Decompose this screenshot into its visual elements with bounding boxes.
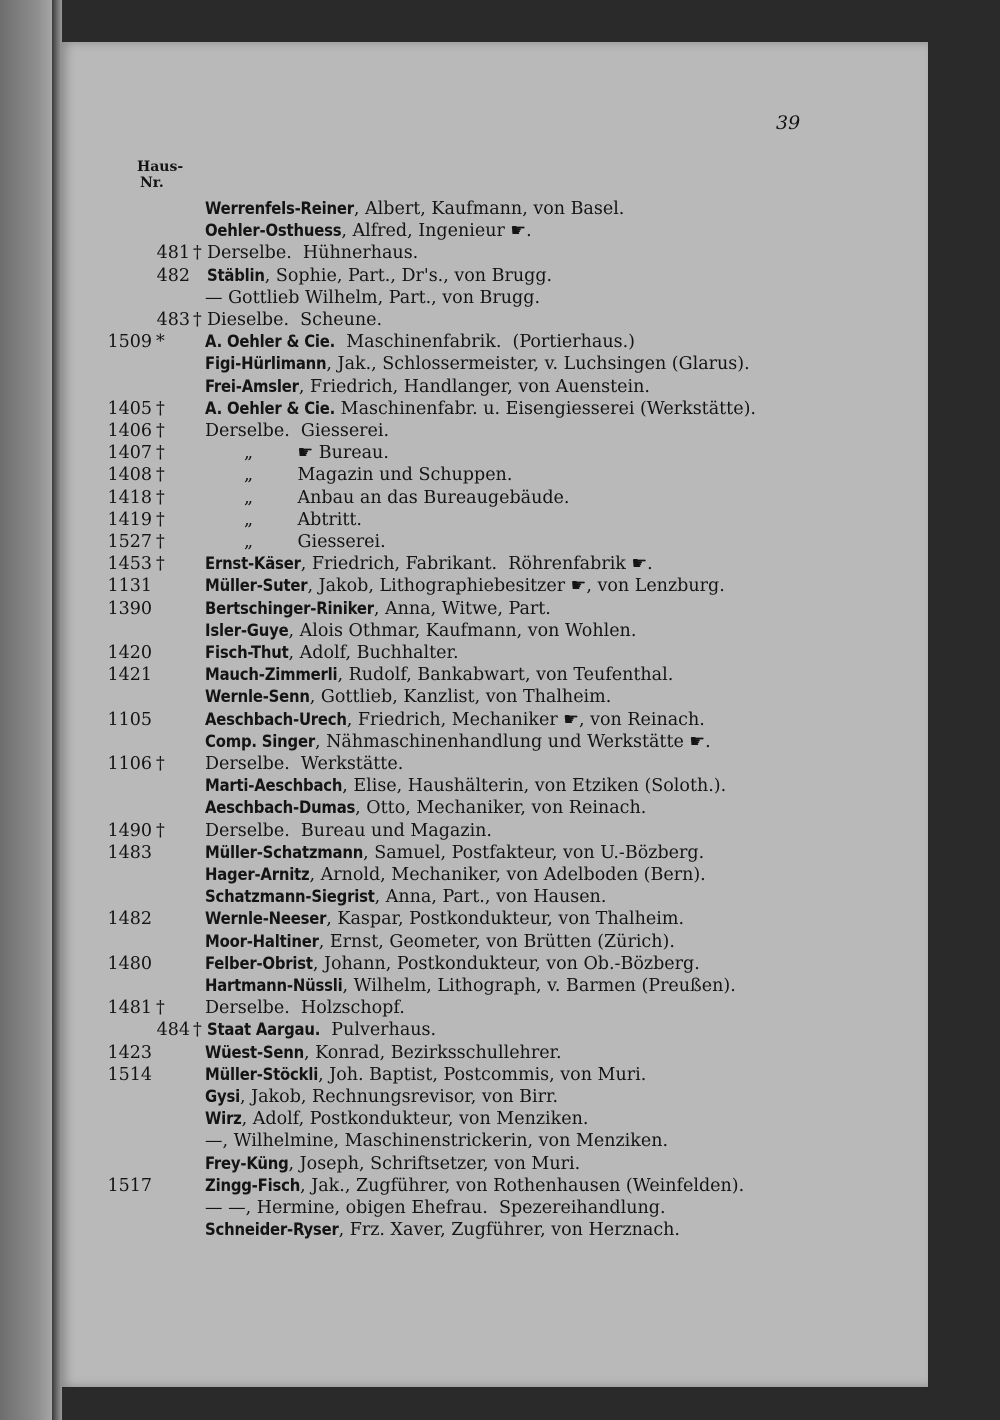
column-header-line2: Nr. xyxy=(140,175,164,191)
entry-details: , Elise, Haushälterin, von Etziken (Soloth.). xyxy=(342,776,727,797)
entry-text xyxy=(205,820,492,842)
house-number: 1419 xyxy=(107,509,152,530)
entry-name: Isler-Guye xyxy=(205,620,289,640)
entry-details: , Jak., Zugführer, von Rothenhausen (Weinfelden). xyxy=(300,1175,745,1196)
list-item xyxy=(60,242,928,264)
entry-name: Müller-Schatzmann xyxy=(205,842,364,862)
entry-details: , Friedrich, Mechaniker ☛, von Reinach. xyxy=(346,709,705,730)
house-number: 1509 xyxy=(107,332,152,353)
list-item xyxy=(60,331,928,353)
entry-details: , Sophie, Part., Dr's., von Brugg. xyxy=(264,265,553,286)
list-item xyxy=(60,1130,928,1152)
entry-name: Hager-Arnitz xyxy=(205,865,310,884)
entry-text xyxy=(205,376,650,398)
entry-marker: † xyxy=(156,509,165,530)
entry-name: Schneider-Ryser xyxy=(205,1220,339,1240)
entry-marker: † xyxy=(156,998,165,1019)
entry-text xyxy=(205,620,636,642)
entry-text xyxy=(205,1219,680,1241)
list-item xyxy=(60,642,928,664)
entry-text xyxy=(205,531,386,553)
entry-details: Maschinenfabr. u. Eisengiesserei (Werkstätte). xyxy=(335,398,756,419)
list-item xyxy=(60,575,928,597)
entry-text xyxy=(205,1086,558,1108)
entry-text xyxy=(205,931,675,953)
house-number: 1406 xyxy=(107,421,152,441)
entry-text xyxy=(205,287,540,309)
house-number: 1420 xyxy=(107,643,152,663)
entry-text xyxy=(205,1064,646,1086)
list-item xyxy=(60,1064,928,1086)
list-item xyxy=(60,864,928,886)
entry-text xyxy=(207,309,382,331)
entry-name: Stäblin xyxy=(207,265,265,285)
entry-details: „ Abtritt. xyxy=(205,509,362,530)
entry-details: , Alois Othmar, Kaufmann, von Wohlen. xyxy=(288,620,637,641)
house-number: 1527 xyxy=(107,532,152,552)
entry-marker: † xyxy=(193,1020,202,1041)
entry-text xyxy=(205,864,706,886)
house-number: 481 xyxy=(156,243,190,264)
entry-text xyxy=(205,553,653,575)
entry-details: , Wilhelm, Lithograph, v. Barmen (Preußen). xyxy=(342,976,736,996)
list-item xyxy=(60,709,928,731)
entry-details: „ Anbau an das Bureaugebäude. xyxy=(205,487,570,508)
list-item xyxy=(60,620,928,642)
list-item xyxy=(60,953,928,975)
scan-background-left xyxy=(0,0,60,1420)
column-header-haus-nr xyxy=(137,159,183,191)
entry-name: Wirz xyxy=(205,1109,242,1129)
entry-text xyxy=(205,1175,744,1197)
entry-details: Derselbe. Hühnerhaus. xyxy=(207,243,419,264)
list-item xyxy=(60,664,928,686)
entry-text xyxy=(205,975,736,997)
entry-text xyxy=(205,664,673,686)
house-number: 1405 xyxy=(107,398,152,419)
entry-name: A. Oehler & Cie. xyxy=(205,332,336,352)
entry-marker: † xyxy=(156,443,165,464)
entry-name: Werrenfels-Reiner xyxy=(205,199,354,218)
entry-name: Gysi xyxy=(205,1087,240,1106)
entry-details: „ Magazin und Schuppen. xyxy=(205,465,513,486)
entry-details: , Adolf, Buchhalter. xyxy=(288,643,459,663)
list-item xyxy=(60,775,928,797)
entry-text xyxy=(205,220,532,242)
list-item xyxy=(60,598,928,620)
list-item xyxy=(60,287,928,309)
list-item xyxy=(60,1197,928,1219)
column-header-line1: Haus- xyxy=(137,159,184,175)
list-item xyxy=(60,420,928,442)
page-number: 39 xyxy=(776,112,801,134)
list-item xyxy=(60,487,928,509)
entry-details: , Johann, Postkondukteur, von Ob.-Bözberg. xyxy=(312,953,700,974)
entry-text xyxy=(205,753,403,775)
list-item xyxy=(60,398,928,420)
entry-name: Comp. Singer xyxy=(205,731,315,751)
house-number: 1453 xyxy=(107,554,152,575)
entry-text xyxy=(205,420,389,442)
entry-name: Felber-Obrist xyxy=(205,953,313,973)
entry-details: Derselbe. Giesserei. xyxy=(205,421,390,441)
entry-text xyxy=(205,908,684,930)
house-number: 484 xyxy=(156,1020,190,1041)
list-item xyxy=(60,686,928,708)
entry-details: —, Wilhelmine, Maschinenstrickerin, von Menziken. xyxy=(205,1131,669,1152)
house-number: 1423 xyxy=(107,1042,152,1063)
list-item xyxy=(60,198,928,220)
entry-details: , Jakob, Rechnungsrevisor, von Birr. xyxy=(239,1087,559,1107)
entry-name: Oehler-Osthuess xyxy=(205,221,342,241)
entry-details: , Joh. Baptist, Postcommis, von Muri. xyxy=(318,1064,647,1085)
entry-details: , Albert, Kaufmann, von Basel. xyxy=(353,199,625,219)
entry-details: , Gottlieb, Kanzlist, von Thalheim. xyxy=(309,687,612,708)
entry-details: „ Giesserei. xyxy=(205,532,386,552)
entry-details: Derselbe. Werkstätte. xyxy=(205,754,404,774)
entry-details: , Frz. Xaver, Zugführer, von Herznach. xyxy=(338,1220,680,1241)
house-number: 482 xyxy=(156,265,190,286)
list-item xyxy=(60,509,928,531)
entry-details: , Jak., Schlossermeister, v. Luchsingen (Glarus). xyxy=(326,354,750,375)
entry-text xyxy=(205,842,704,864)
entry-details: Dieselbe. Scheune. xyxy=(207,310,383,330)
list-item xyxy=(60,442,928,464)
entry-marker: † xyxy=(193,243,202,264)
entry-name: Wüest-Senn xyxy=(205,1042,305,1062)
entry-name: Schatzmann-Siegrist xyxy=(205,887,375,907)
entry-marker: † xyxy=(156,398,165,419)
entry-text xyxy=(205,731,711,753)
entry-details: , Anna, Witwe, Part. xyxy=(373,598,551,619)
list-item xyxy=(60,820,928,842)
entry-details: „ ☛ Bureau. xyxy=(205,443,389,464)
entry-text xyxy=(205,1130,668,1152)
entry-name: Fisch-Thut xyxy=(205,643,289,662)
list-item xyxy=(60,842,928,864)
entry-details: , Ernst, Geometer, von Brütten (Zürich). xyxy=(318,931,675,952)
list-item xyxy=(60,797,928,819)
entry-text xyxy=(205,509,362,531)
entry-name: A. Oehler & Cie. xyxy=(205,398,336,418)
list-item xyxy=(60,908,928,930)
house-number: 1106 xyxy=(107,754,152,774)
entry-text xyxy=(205,709,705,731)
entry-details: , Joseph, Schriftsetzer, von Muri. xyxy=(288,1153,581,1174)
house-number: 1390 xyxy=(107,598,152,619)
list-item xyxy=(60,931,928,953)
entry-text xyxy=(207,265,552,287)
house-number: 1105 xyxy=(107,709,152,730)
house-number: 1131 xyxy=(107,576,152,597)
house-number: 1482 xyxy=(107,909,152,930)
entry-name: Hartmann-Nüssli xyxy=(205,976,343,995)
entry-name: Aeschbach-Dumas xyxy=(205,798,356,818)
entry-name: Wernle-Senn xyxy=(205,687,310,707)
house-number: 483 xyxy=(156,310,190,330)
entry-details: , Otto, Mechaniker, von Reinach. xyxy=(355,798,647,819)
list-item xyxy=(60,353,928,375)
house-number: 1408 xyxy=(107,465,152,486)
entry-marker: * xyxy=(156,332,165,353)
entry-marker: † xyxy=(156,820,165,841)
entry-text xyxy=(205,1042,562,1064)
entry-text xyxy=(205,331,635,353)
entry-text xyxy=(205,1153,580,1175)
entry-details: Pulverhaus. xyxy=(320,1020,437,1041)
list-item xyxy=(60,376,928,398)
list-item xyxy=(60,265,928,287)
entry-details: Maschinenfabrik. (Portierhaus.) xyxy=(335,332,635,353)
entry-text xyxy=(205,442,389,464)
house-number: 1421 xyxy=(107,665,152,686)
list-item xyxy=(60,997,928,1019)
entry-details: , Jakob, Lithographiebesitzer ☛, von Lenzburg. xyxy=(307,576,725,597)
entry-details: , Kaspar, Postkondukteur, von Thalheim. xyxy=(326,909,685,930)
entry-details: , Samuel, Postfakteur, von U.-Bözberg. xyxy=(363,842,705,863)
list-item xyxy=(60,464,928,486)
entry-name: Marti-Aeschbach xyxy=(205,776,343,796)
entry-details: , Rudolf, Bankabwart, von Teufenthal. xyxy=(337,665,674,686)
entry-text xyxy=(205,198,624,220)
entry-name: Figi-Hürlimann xyxy=(205,354,327,374)
entry-text xyxy=(205,642,459,664)
list-item xyxy=(60,220,928,242)
entry-marker: † xyxy=(156,487,165,508)
document-page xyxy=(60,42,928,1387)
list-item xyxy=(60,553,928,575)
entry-marker: † xyxy=(156,421,165,441)
entry-text xyxy=(205,575,725,597)
entry-text xyxy=(205,464,512,486)
list-item xyxy=(60,731,928,753)
list-item xyxy=(60,1042,928,1064)
entry-text xyxy=(207,1019,436,1041)
list-item xyxy=(60,1086,928,1108)
entry-details: , Alfred, Ingenieur ☛. xyxy=(341,221,532,242)
entry-name: Bertschinger-Riniker xyxy=(205,598,374,618)
house-number: 1490 xyxy=(107,820,152,841)
entry-name: Müller-Stöckli xyxy=(205,1064,319,1084)
entry-text xyxy=(205,487,569,509)
entry-text xyxy=(205,353,750,375)
entry-name: Zingg-Fisch xyxy=(205,1175,301,1195)
list-item xyxy=(60,1219,928,1241)
house-number: 1407 xyxy=(107,443,152,464)
house-number: 1481 xyxy=(107,998,152,1019)
entry-name: Mauch-Zimmerli xyxy=(205,665,338,685)
list-item xyxy=(60,309,928,331)
entry-text xyxy=(205,953,700,975)
entry-details: Derselbe. Holzschopf. xyxy=(205,998,405,1019)
entry-name: Wernle-Neeser xyxy=(205,909,327,929)
list-item xyxy=(60,1019,928,1041)
entry-text xyxy=(205,398,756,420)
entry-text xyxy=(205,686,611,708)
entry-details: , Nähmaschinenhandlung und Werkstätte ☛. xyxy=(314,731,711,752)
list-item xyxy=(60,1175,928,1197)
entry-text xyxy=(205,886,606,908)
house-number: 1483 xyxy=(107,842,152,863)
list-item xyxy=(60,886,928,908)
entry-text xyxy=(205,797,646,819)
entry-marker: † xyxy=(193,310,202,330)
house-number: 1517 xyxy=(107,1175,152,1196)
entry-details: , Anna, Part., von Hausen. xyxy=(374,887,607,908)
list-item xyxy=(60,1108,928,1130)
entry-details: , Friedrich, Handlanger, von Auenstein. xyxy=(298,376,650,397)
entry-marker: † xyxy=(156,532,165,552)
entry-details: , Adolf, Postkondukteur, von Menziken. xyxy=(241,1109,589,1130)
entry-marker: † xyxy=(156,465,165,486)
house-number: 1514 xyxy=(107,1064,152,1085)
list-item xyxy=(60,531,928,553)
entry-marker: † xyxy=(156,754,165,774)
list-item xyxy=(60,975,928,997)
entry-name: Ernst-Käser xyxy=(205,554,301,574)
entry-name: Staat Aargau. xyxy=(207,1020,321,1040)
entry-name: Müller-Suter xyxy=(205,576,308,596)
entry-details: Derselbe. Bureau und Magazin. xyxy=(205,820,492,841)
entry-text xyxy=(205,775,726,797)
entry-text xyxy=(205,997,405,1019)
entry-details: , Friedrich, Fabrikant. Röhrenfabrik ☛. xyxy=(300,554,653,575)
entry-details: — Gottlieb Wilhelm, Part., von Brugg. xyxy=(205,287,541,308)
entry-details: , Arnold, Mechaniker, von Adelboden (Bern). xyxy=(309,865,706,885)
house-number: 1418 xyxy=(107,487,152,508)
list-item xyxy=(60,1153,928,1175)
entry-text xyxy=(207,242,418,264)
entry-name: Frei-Amsler xyxy=(205,376,299,396)
entry-text xyxy=(205,1108,588,1130)
house-number: 1480 xyxy=(107,953,152,974)
entry-details: , Konrad, Bezirksschullehrer. xyxy=(304,1042,562,1063)
entry-text xyxy=(205,1197,666,1219)
entry-text xyxy=(205,598,551,620)
entry-marker: † xyxy=(156,554,165,575)
entry-details: — —, Hermine, obigen Ehefrau. Spezereihandlung. xyxy=(205,1198,666,1218)
list-item xyxy=(60,753,928,775)
entry-name: Aeschbach-Urech xyxy=(205,709,347,729)
entry-name: Moor-Haltiner xyxy=(205,931,319,951)
entry-name: Frey-Küng xyxy=(205,1153,289,1173)
